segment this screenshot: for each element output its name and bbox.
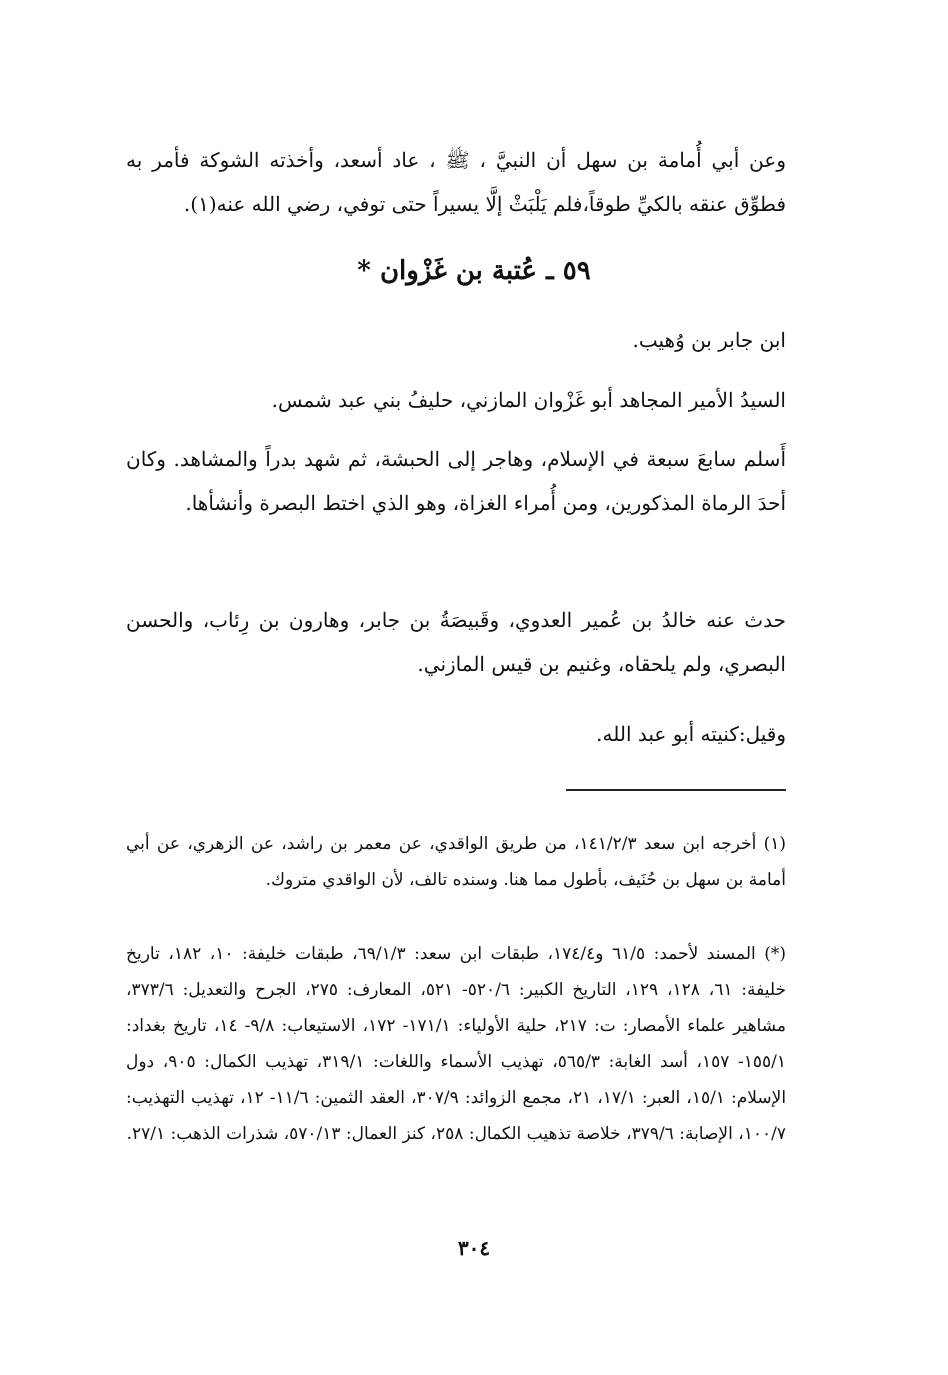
paragraph-hadith: وعن أبي أُمامة بن سهل أن النبيَّ ، ﷺ ، عاد أسعد، وأخذته الشوكة فأمر به فطوِّق عنقه بالكيِّ طوقاً،فلم يَلْبَثْ إلَّا يسيراً حتى توفي، رضي الله عنه(١). <box>126 148 786 216</box>
footnote-sources: (*) المسند لأحمد: ٦١/٥ و١٧٤/٤، طبقات ابن سعد: ٦٩/١/٣، طبقات خليفة: ١٠، ١٨٢، تاريخ خليفة: ٦١، ١٢٨، ١٢٩، التاريخ الكبير: ٥٢٠/٦- ٥٢١، المعارف: ٢٧٥، الجرح والتعديل: ٣٧٣/٦، مشاهير علماء الأمصار: ت: ٢١٧، حلية الأولياء: ١٧١/١- ١٧٢، الاستيعاب: ٩/٨- ١٤، تاريخ بغداد: ١٥٥/١- ١٥٧، أسد الغابة: ٥٦٥/٣، تهذيب الأسماء واللغات: ٣١٩/١، تهذيب الكمال: ٩٠٥، دول الإسلام: ١٥/١، العبر: ١٧/١، ٢١، مجمع الزوائد: ٣٠٧/٩، العقد الثمين: ١١/٦- ١٢، تهذيب التهذيب: ١٠٠/٧، الإصابة: ٣٧٩/٦، خلاصة تذهيب الكمال: ٢٥٨، كنز العمال: ٥٧٠/١٣، شذرات الذهب: ٢٧/١. <box>126 944 787 1144</box>
entry-title: ٥٩ ـ عُتبة بن غَزْوان * <box>357 256 591 286</box>
paragraph-description: السيدُ الأمير المجاهد أبو غَزْوان المازني، حليفُ بني عبد شمس. <box>271 388 786 412</box>
paragraph-lineage: ابن جابر بن وُهيب. <box>632 328 786 352</box>
footnote-divider <box>566 789 786 791</box>
footnote-1: (١) أخرجه ابن سعد ١٤١/٢/٣، من طريق الواقدي، عن معمر بن راشد، عن الزهري، عن أبي أمامة بن سهل بن حُنَيف، بأطول مما هنا. وسنده تالف، لأن الواقدي متروك. <box>126 834 787 890</box>
page-number: ٣٠٤ <box>457 1236 491 1260</box>
paragraph-kunya: وقيل:كنيته أبو عبد الله. <box>596 722 786 746</box>
paragraph-narrators: حدث عنه خالدُ بن عُمير العدوي، وقَبيصَةُ بن جابر، وهارون بن رِئاب، والحسن البصري، ولم يلحقاه، وغنيم بن قيس المازني. <box>126 608 786 676</box>
paragraph-biography: أَسلم سابعَ سبعة في الإسلام، وهاجر إلى الحبشة، ثم شهد بدراً والمشاهد. وكان أحدَ الرماة المذكورين، ومن أُمراء الغزاة، وهو الذي اختط البصرة وأنشأها. <box>126 447 786 515</box>
